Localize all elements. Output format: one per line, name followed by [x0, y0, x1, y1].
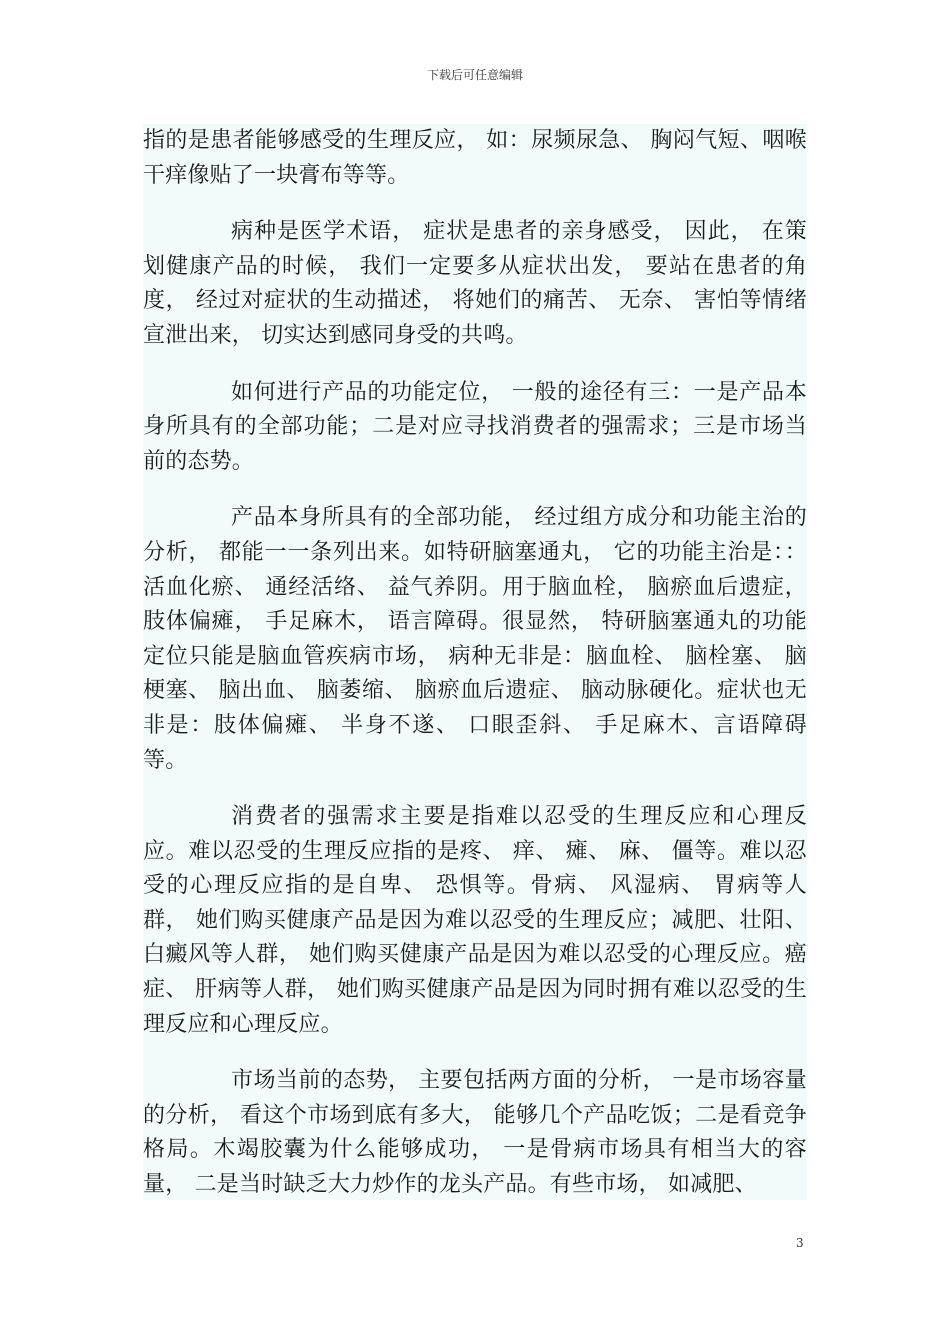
paragraph-positioning-methods: 如何进行产品的功能定位， 一般的途径有三：一是产品本身所具有的全部功能；二是对应寻找消费者的强需求；三是市场当前的态势。 — [143, 379, 807, 474]
page-number: 3 — [796, 1236, 804, 1250]
paragraph-consumer-needs: 消费者的强需求主要是指难以忍受的生理反应和心理反应。难以忍受的生理反应指的是疼、 痒、 瘫、 麻、 僵等。难以忍受的心理反应指的是自卑、 恐惧等。骨病、 风湿病、 胃病等人群， 她们购买健康产品是因为难以忍受的生理反应；减肥、壮阳、 白癜风等人群， 她们购买健康产品是因为难以忍受的心理反应。癌症、 肝病等人群， 她们购买健康产品是因为同时拥有难以忍受的生理反应和心理反应。 — [143, 804, 807, 1037]
document-body — [143, 124, 807, 1200]
paragraph-market-situation: 市场当前的态势， 主要包括两方面的分析， 一是市场容量的分析， 看这个市场到底有多大， 能够几个产品吃饭；二是看竞争格局。木竭胶囊为什么能够成功， 一是骨病市场具有相当大的容量， 二是当时缺乏大力炒作的龙头产品。有些市场， 如减肥、 — [143, 1068, 807, 1198]
paragraph-product-functions: 产品本身所具有的全部功能， 经过组方成分和功能主治的分析， 都能一一条列出来。如特研脑塞通丸， 它的功能主治是：：活血化瘀、 通经活络、 益气养阴。用于脑血栓， 脑瘀血后遗症， 肢体偏瘫， 手足麻木， 语言障碍。很显然， 特研脑塞通丸的功能定位只能是脑血管疾病市场， 病种无非是：脑血栓、 脑栓塞、 脑梗塞、 脑出血、 脑萎缩、 脑瘀血后遗症、 脑动脉硬化。症状也无非是：肢体偏瘫、 半身不遂、 口眼歪斜、 手足麻木、言语障碍等。 — [143, 505, 807, 773]
paragraph-disease-vs-symptom: 病种是医学术语， 症状是患者的亲身感受， 因此， 在策划健康产品的时候， 我们一定要多从症状出发， 要站在患者的角度， 经过对症状的生动描述， 将她们的痛苦、 无奈、 害怕等情绪宣泄出来， 切实达到感同身受的共鸣。 — [143, 219, 807, 348]
page-header: 下载后可任意编辑 — [426, 68, 523, 82]
paragraph-continuation: 指的是患者能够感受的生理反应， 如：尿频尿急、 胸闷气短、咽喉干痒像贴了一块膏布等等。 — [143, 128, 807, 188]
